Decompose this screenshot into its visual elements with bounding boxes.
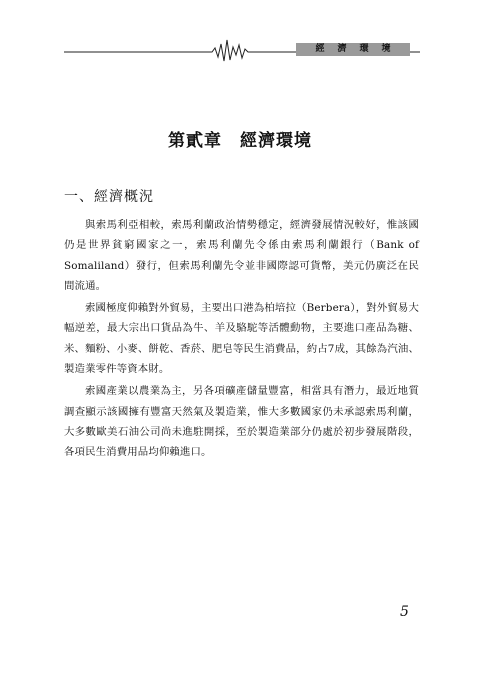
chapter-title xyxy=(0,126,480,151)
paragraph-2: 索國極度仰賴對外貿易，主要出口港為柏培拉（Berbera），對外貿易大幅逆差，最大宗出口貨品為牛、羊及駱駝等活體動物，主要進口產品為糖、米、麵粉、小麥、餅乾、香菸、肥皂等民生消費品，約占7成，其餘為汽油、製造業零件等資本財。 xyxy=(64,302,419,376)
body-text xyxy=(64,215,419,463)
section-heading: 一、經濟概況 xyxy=(64,189,154,205)
header-section-tag: 經濟環境 xyxy=(296,43,410,56)
paragraph-3: 索國產業以農業為主，另各項礦產儲量豐富，相當具有潛力，最近地質調查顯示該國擁有豐富天然氣及製造業，惟大多數國家仍未承認索馬利蘭，大多數歐美石油公司尚未進駐開採，至於製造業部分仍處於初步發展階段，各項民生消費用品均仰賴進口。 xyxy=(64,385,419,459)
page-number: 5 xyxy=(400,604,409,620)
chapter-name: 經濟環境 xyxy=(240,131,312,151)
heartbeat-rule-icon xyxy=(0,0,480,70)
paragraph-1: 與索馬利亞相較，索馬利蘭政治情勢穩定，經濟發展情況較好，惟該國仍是世界貧窮國家之一，索馬利蘭先令係由索馬利蘭銀行（Bank of Somaliland）發行，但索馬利蘭先令並非國際認可貨幣，美元仍廣泛在民間流通。 xyxy=(64,219,419,292)
running-header xyxy=(0,0,480,70)
chapter-number: 第貳章 xyxy=(168,131,222,151)
